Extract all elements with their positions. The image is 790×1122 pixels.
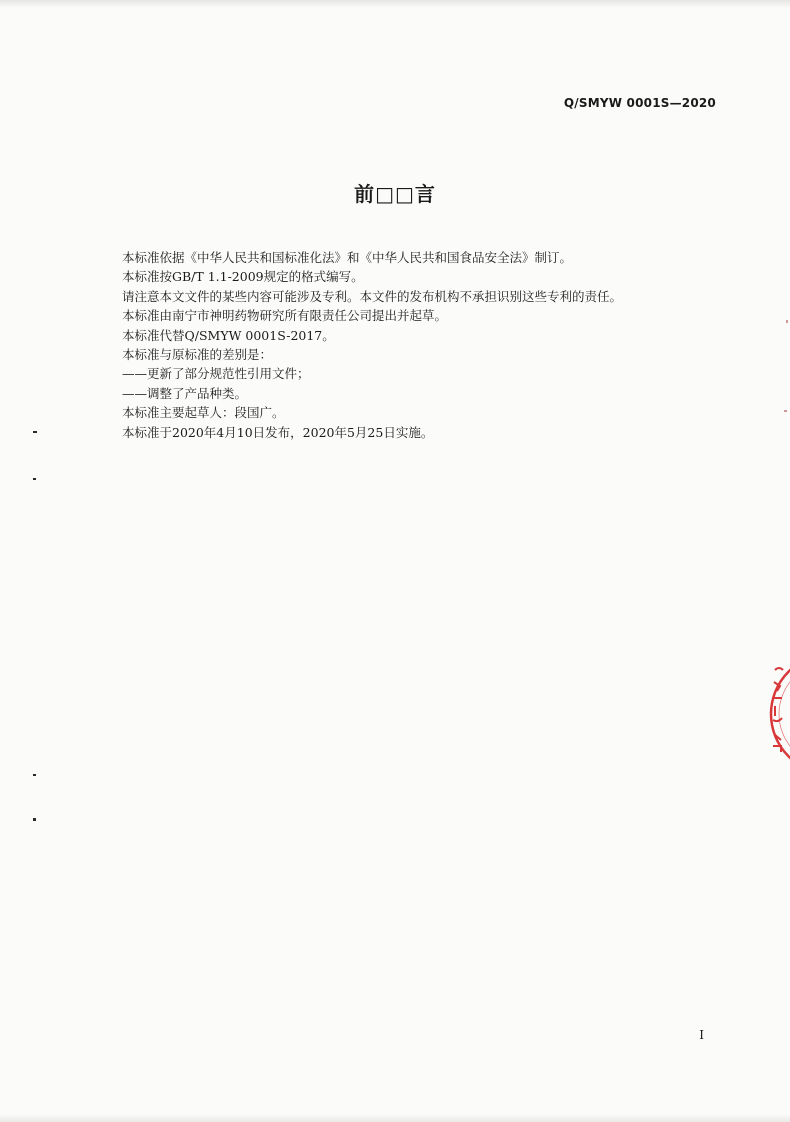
paragraph-line: 本标准由南宁市神明药物研究所有限责任公司提出并起草。 (122, 308, 448, 324)
scan-mark (33, 431, 37, 433)
page-number: I (699, 1028, 704, 1042)
scan-mark (33, 478, 36, 480)
page-title: 前□□言 (354, 182, 436, 206)
standard-code: Q/SMYW 0001S—2020 (563, 96, 716, 110)
paragraph-line: 本标准主要起草人：段国广。 (122, 405, 285, 421)
paragraph-line: 本标准与原标准的差别是： (122, 346, 273, 362)
scan-mark (786, 320, 788, 323)
scan-mark (33, 818, 36, 821)
paragraph-line: 请注意本文文件的某些内容可能涉及专利。本文件的发布机构不承担识别这些专利的责任。 (122, 288, 623, 304)
scan-edge-bottom (0, 1114, 790, 1122)
paragraph-line: 本标准依据《中华人民共和国标准化法》和《中华人民共和国食品安全法》制订。 (122, 250, 573, 265)
paragraph-line: 本标准于2020年4月10日发布，2020年5月25日实施。 (122, 424, 434, 440)
paragraph-line: ——更新了部分规范性引用文件； (122, 366, 310, 382)
paragraph-line: 本标准按GB/T 1.1-2009规定的格式编写。 (122, 269, 364, 285)
preface-body (122, 248, 722, 442)
paragraph-line: ——调整了产品种类。 (122, 385, 248, 401)
scan-mark (33, 774, 36, 776)
scan-edge-top (0, 0, 790, 8)
company-seal-stamp (765, 650, 790, 780)
paragraph-line: 本标准代替Q/SMYW 0001S-2017。 (122, 327, 335, 343)
scan-mark (784, 410, 787, 412)
